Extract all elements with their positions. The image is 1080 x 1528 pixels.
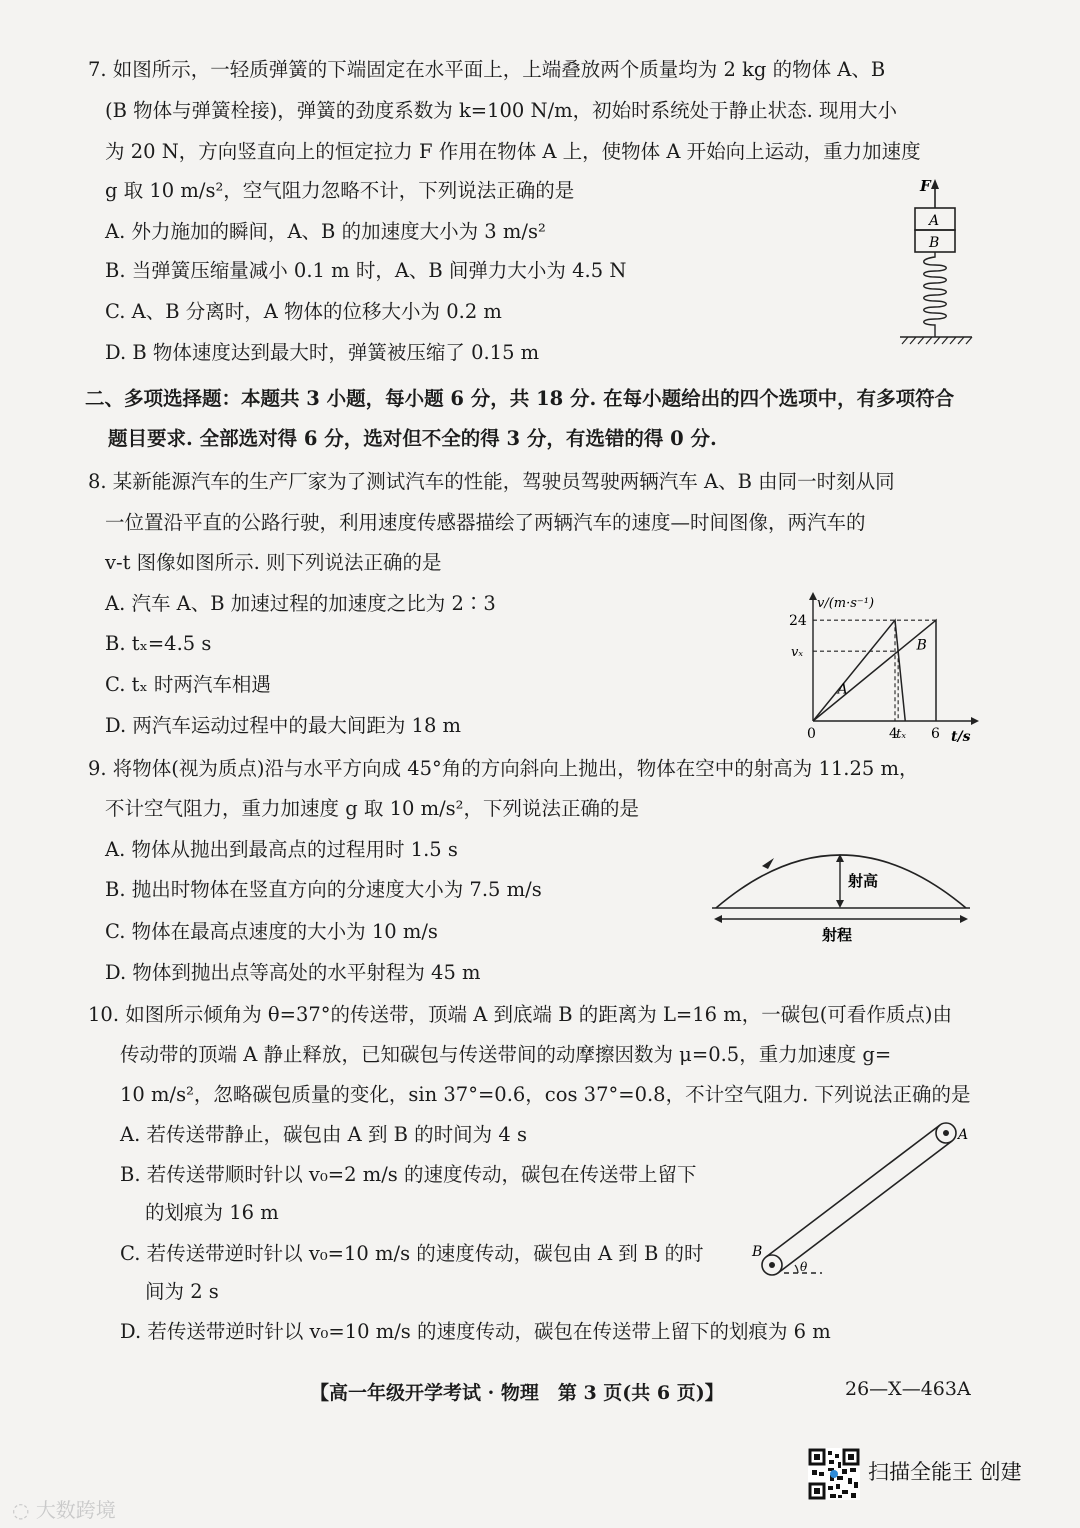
weibo-icon: ◌ [12, 1498, 30, 1522]
q10-option-b-cont: 的划痕为 16 m [145, 1201, 279, 1224]
range-label: 射程 [822, 926, 853, 944]
corner-watermark [12, 1494, 116, 1523]
trajectory-arrowhead [762, 858, 774, 869]
series-line-B [813, 620, 936, 721]
top-pulley-axle [943, 1130, 949, 1136]
q10-option-b: B. 若传送带顺时针以 v₀=2 m/s 的速度传动，碳包在传送带上留下 [120, 1163, 697, 1186]
range-arrowhead-left [714, 915, 722, 923]
q8-option-a: A. 汽车 A、B 加速过程的加速度之比为 2∶3 [105, 592, 496, 615]
x-tick-6: 6 [931, 726, 940, 742]
q9-option-d: D. 物体到抛出点等高处的水平射程为 45 m [105, 961, 481, 984]
qr-code-icon [808, 1448, 860, 1500]
page-footer: 【高一年级开学考试 · 物理 第 3 页(共 6 页)】 [310, 1382, 724, 1404]
belt-lower [778, 1141, 952, 1273]
conveyor-figure [748, 1115, 983, 1285]
y-tick-24: 24 [789, 613, 807, 630]
y-tick-vx: vₓ [791, 645, 803, 661]
angle-label: θ [800, 1260, 808, 1274]
q10-option-a: A. 若传送带静止，碳包由 A 到 B 的时间为 4 s [120, 1123, 527, 1146]
q9-option-b: B. 抛出时物体在竖直方向的分速度大小为 7.5 m/s [105, 878, 542, 901]
belt-upper [766, 1125, 940, 1257]
x-tick-0: 0 [807, 726, 816, 742]
angle-arc [795, 1265, 798, 1273]
q9-option-a: A. 物体从抛出到最高点的过程用时 1.5 s [105, 838, 458, 861]
vt-graph [785, 588, 985, 753]
q7-stem-line-3: 为 20 N，方向竖直向上的恒定拉力 F 作用在物体 A 上，使物体 A 开始向上运动，重力加速度 [105, 140, 921, 163]
q7-stem-line-4: g 取 10 m/s²，空气阻力忽略不计，下列说法正确的是 [105, 179, 575, 202]
exam-code: 26—X—463A [845, 1378, 971, 1400]
x-tick-4: 4 [889, 726, 898, 742]
range-arrowhead-right [960, 915, 968, 923]
q7-stem-line-2: (B 物体与弹簧栓接)，弹簧的劲度系数为 k=100 N/m，初始时系统处于静止状态. 现用大小 [105, 99, 898, 122]
q9-stem-line-2: 不计空气阻力，重力加速度 g 取 10 m/s²，下列说法正确的是 [105, 797, 639, 820]
series-line-A [813, 620, 905, 721]
force-arrowhead [931, 179, 939, 189]
height-arrowhead-bottom [836, 900, 844, 908]
q10-option-d: D. 若传送带逆时针以 v₀=10 m/s 的速度传动，碳包在传送带上留下的划痕为 6 m [120, 1320, 831, 1343]
q10-stem-line-1: 10. 如图所示倾角为 θ=37°的传送带，顶端 A 到底端 B 的距离为 L=16 m，一碳包(可看作质点)由 [88, 1003, 952, 1026]
section-2-line-2: 题目要求. 全部选对得 6 分，选对但不全的得 3 分，有选错的得 0 分. [108, 427, 717, 450]
q7-stem-line-1: 7. 如图所示，一轻质弹簧的下端固定在水平面上，上端叠放两个质量均为 2 kg 的物体 A、B [88, 58, 886, 81]
q8-option-d: D. 两汽车运动过程中的最大间距为 18 m [105, 714, 462, 737]
block-b-label: B [929, 235, 940, 251]
x-axis-label: t/s [951, 729, 971, 745]
q8-option-c: C. tₓ 时两汽车相遇 [105, 673, 271, 696]
q7-option-b: B. 当弹簧压缩量减小 0.1 m 时，A、B 间弹力大小为 4.5 N [105, 259, 627, 282]
spring-block-figure [890, 175, 985, 350]
y-axis-label: v/(m·s⁻¹) [817, 596, 875, 611]
series-label-B: B [916, 637, 927, 654]
q10-option-c: C. 若传送带逆时针以 v₀=10 m/s 的速度传动，碳包由 A 到 B 的时 [120, 1242, 704, 1265]
scanner-watermark: 扫描全能王 创建 [868, 1460, 1022, 1484]
q10-option-c-cont: 间为 2 s [145, 1280, 219, 1303]
q10-stem-line-2: 传动带的顶端 A 静止释放，已知碳包与传送带间的动摩擦因数为 μ=0.5，重力加速度 g= [120, 1043, 892, 1066]
series-label-A: A [837, 681, 848, 698]
corner-watermark-text: 大数跨境 [35, 1498, 116, 1522]
q7-option-d: D. B 物体速度达到最大时，弹簧被压缩了 0.15 m [105, 341, 540, 364]
section-2-line-1: 二、多项选择题：本题共 3 小题，每小题 6 分，共 18 分. 在每小题给出的四个选项中，有多项符合 [85, 387, 955, 410]
spring [924, 252, 947, 337]
block-a-label: A [929, 213, 940, 229]
projectile-figure [708, 828, 978, 948]
q7-option-a: A. 外力施加的瞬间，A、B 的加速度大小为 3 m/s² [105, 220, 546, 243]
y-axis-arrowhead [809, 592, 817, 600]
q8-stem-line-3: v-t 图像如图所示. 则下列说法正确的是 [105, 551, 442, 574]
q8-option-b: B. tₓ=4.5 s [105, 632, 212, 655]
height-label: 射高 [848, 872, 879, 890]
bottom-pulley-axle [769, 1262, 775, 1268]
q8-stem-line-2: 一位置沿平直的公路行驶，利用速度传感器描绘了两辆汽车的速度—时间图像，两汽车的 [105, 511, 866, 534]
q8-stem-line-1: 8. 某新能源汽车的生产厂家为了测试汽车的性能，驾驶员驾驶两辆汽车 A、B 由同一时刻从同 [88, 470, 895, 493]
force-label: F [920, 177, 931, 195]
ground-hatch [902, 337, 972, 344]
x-tick-tx: tₓ [896, 727, 906, 742]
q10-stem-line-3: 10 m/s²，忽略碳包质量的变化，sin 37°=0.6，cos 37°=0.8，不计空气阻力. 下列说法正确的是 [120, 1083, 971, 1106]
q9-stem-line-1: 9. 将物体(视为质点)沿与水平方向成 45°角的方向斜向上抛出，物体在空中的射高为 11.25 m， [88, 757, 919, 780]
bottom-end-label: B [752, 1244, 763, 1260]
q9-option-c: C. 物体在最高点速度的大小为 10 m/s [105, 920, 438, 943]
top-end-label: A [958, 1127, 969, 1143]
x-axis-arrowhead [971, 717, 979, 725]
q7-option-c: C. A、B 分离时，A 物体的位移大小为 0.2 m [105, 300, 502, 323]
